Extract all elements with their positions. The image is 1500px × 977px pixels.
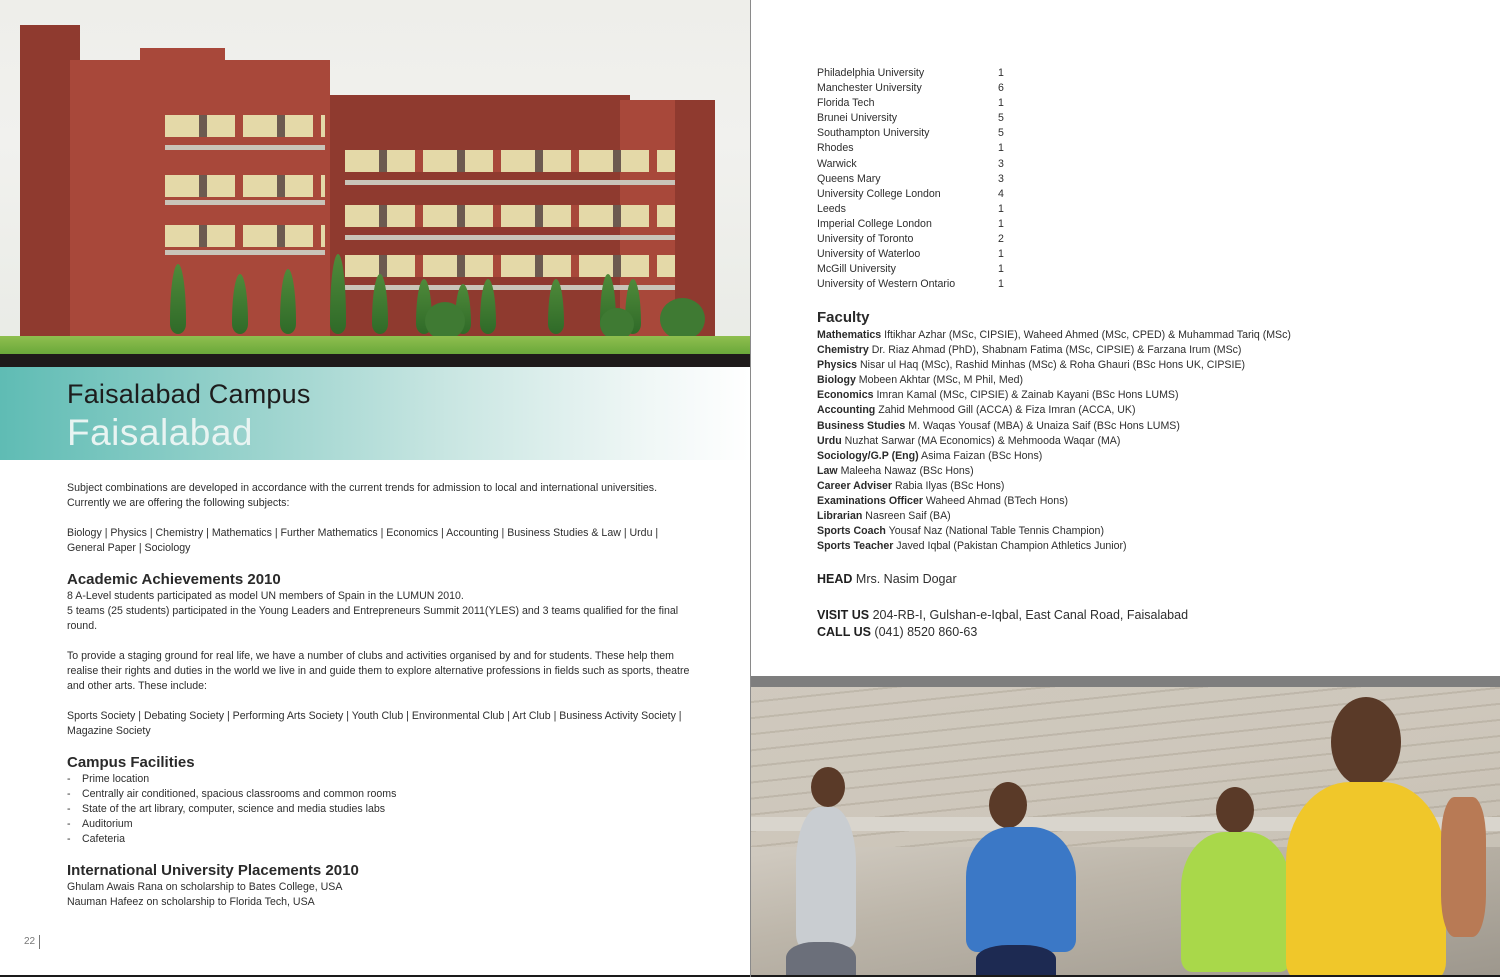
title-band xyxy=(0,367,750,460)
faculty-row: Sports Teacher Javed Iqbal (Pakistan Champion Athletics Junior) xyxy=(817,540,1127,553)
clubs-intro: To provide a staging ground for real life, we have a number of clubs and activities organised by and for students. These help them realise their rights and duties in the world we live in and guide them to explore alternative professions in fields such as sports, theatre and other arts. These include: xyxy=(67,650,690,692)
faculty-row: Economics Imran Kamal (MSc, CIPSIE) & Zainab Kayani (BSc Hons LUMS) xyxy=(817,389,1179,402)
visit-line: VISIT US 204-RB-I, Gulshan-e-Iqbal, East Canal Road, Faisalabad xyxy=(817,607,1189,622)
page-number: 22 xyxy=(24,935,40,949)
left-body-text xyxy=(67,481,697,910)
faculty-row: Sports Coach Yousaf Naz (National Table Tennis Champion) xyxy=(817,525,1104,538)
intro-paragraph: Subject combinations are developed in accordance with the current trends for admission to local and international universities. Currently we are offering the following subjects: xyxy=(67,482,658,509)
facilities-heading: Campus Facilities xyxy=(67,754,195,771)
page-title: Faisalabad Campus xyxy=(67,379,311,409)
table-row: Philadelphia University 1 xyxy=(817,67,1004,79)
achievement-line: 8 A-Level students participated as model UN members of Spain in the LUMUN 2010. xyxy=(67,590,464,602)
table-row: University College London 4 xyxy=(817,187,1004,200)
faculty-heading: Faculty xyxy=(817,309,870,326)
table-row: University of Waterloo 1 xyxy=(817,248,1004,261)
faculty-row: Business Studies M. Waqas Yousaf (MBA) & Unaiza Saif (BSc Hons LUMS) xyxy=(817,419,1180,432)
clubs-list: Sports Society | Debating Society | Performing Arts Society | Youth Club | Environmental Club | Art Club | Business Activity Society | Magazine Society xyxy=(67,710,682,737)
divider-band xyxy=(751,676,1500,687)
faculty-row: Chemistry Dr. Riaz Ahmad (PhD), Shabnam Fatima (MSc, CIPSIE) & Farzana Irum (MSc) xyxy=(817,344,1242,357)
table-row: McGill University 1 xyxy=(817,263,1004,276)
call-line: CALL US (041) 8520 860-63 xyxy=(817,625,978,639)
right-page xyxy=(750,0,1500,977)
list-item: - Auditorium xyxy=(67,818,133,830)
table-row: Leeds 1 xyxy=(817,202,1004,215)
placement-line: Ghulam Awais Rana on scholarship to Bates College, USA xyxy=(67,881,343,893)
table-row: Brunei University 5 xyxy=(817,112,1004,125)
placements-table xyxy=(817,66,1018,292)
table-row: Warwick 3 xyxy=(817,157,1004,170)
faculty-row: Accounting Zahid Mehmood Gill (ACCA) & Fiza Imran (ACCA, UK) xyxy=(817,404,1136,417)
achievement-line: 5 teams (25 students) participated in the Young Leaders and Entrepreneurs Summit 2011(YLES) and 3 teams qualified for the final round. xyxy=(67,605,679,632)
faculty-row: Physics Nisar ul Haq (MSc), Rashid Minhas (MSc) & Roha Ghauri (BSc Hons UK, CIPSIE) xyxy=(817,359,1246,372)
list-item: - Cafeteria xyxy=(67,833,125,845)
list-item: - State of the art library, computer, science and media studies labs xyxy=(67,803,386,815)
faculty-row: Sociology/G.P (Eng) Asima Faizan (BSc Hons) xyxy=(817,449,1043,462)
faculty-section xyxy=(817,309,1417,554)
table-row: University of Toronto 2 xyxy=(817,233,1004,246)
table-row: Queens Mary 3 xyxy=(817,172,1004,185)
faculty-row: Urdu Nuzhat Sarwar (MA Economics) & Mehmooda Waqar (MA) xyxy=(817,434,1121,447)
placement-line: Nauman Hafeez on scholarship to Florida Tech, USA xyxy=(67,896,315,908)
divider-band xyxy=(0,354,750,367)
list-item: - Centrally air conditioned, spacious classrooms and common rooms xyxy=(67,788,397,800)
runners-photo xyxy=(751,687,1500,977)
faculty-row: Examinations Officer Waheed Ahmad (BTech Hons) xyxy=(817,495,1069,508)
faculty-row: Law Maleeha Nawaz (BSc Hons) xyxy=(817,464,974,477)
table-row: Southampton University 5 xyxy=(817,127,1004,140)
table-row: Florida Tech 1 xyxy=(817,97,1004,110)
campus-building-photo xyxy=(0,0,750,354)
faculty-row: Librarian Nasreen Saif (BA) xyxy=(817,510,951,523)
page-subtitle: Faisalabad xyxy=(67,412,254,453)
faculty-row: Career Adviser Rabia Ilyas (BSc Hons) xyxy=(817,479,1005,492)
placements-heading: International University Placements 2010 xyxy=(67,862,359,879)
faculty-row: Biology Mobeen Akhtar (MSc, M Phil, Med) xyxy=(817,374,1024,387)
contact-section xyxy=(817,571,1188,642)
table-row: Manchester University 6 xyxy=(817,82,1004,95)
table-row: University of Western Ontario 1 xyxy=(817,278,1004,291)
faculty-row: Mathematics Iftikhar Azhar (MSc, CIPSIE), Waheed Ahmed (MSc, CPED) & Muhammad Tariq (MSc) xyxy=(817,329,1291,341)
head-line: HEAD Mrs. Nasim Dogar xyxy=(817,572,957,586)
subjects-list: Biology | Physics | Chemistry | Mathematics | Further Mathematics | Economics | Accounting | Business Studies & Law | Urdu | General Paper | Sociology xyxy=(67,527,659,554)
table-row: Rhodes 1 xyxy=(817,142,1004,155)
achievements-heading: Academic Achievements 2010 xyxy=(67,571,281,588)
list-item: - Prime location xyxy=(67,773,150,785)
facilities-list xyxy=(67,772,697,847)
table-row: Imperial College London 1 xyxy=(817,217,1004,230)
